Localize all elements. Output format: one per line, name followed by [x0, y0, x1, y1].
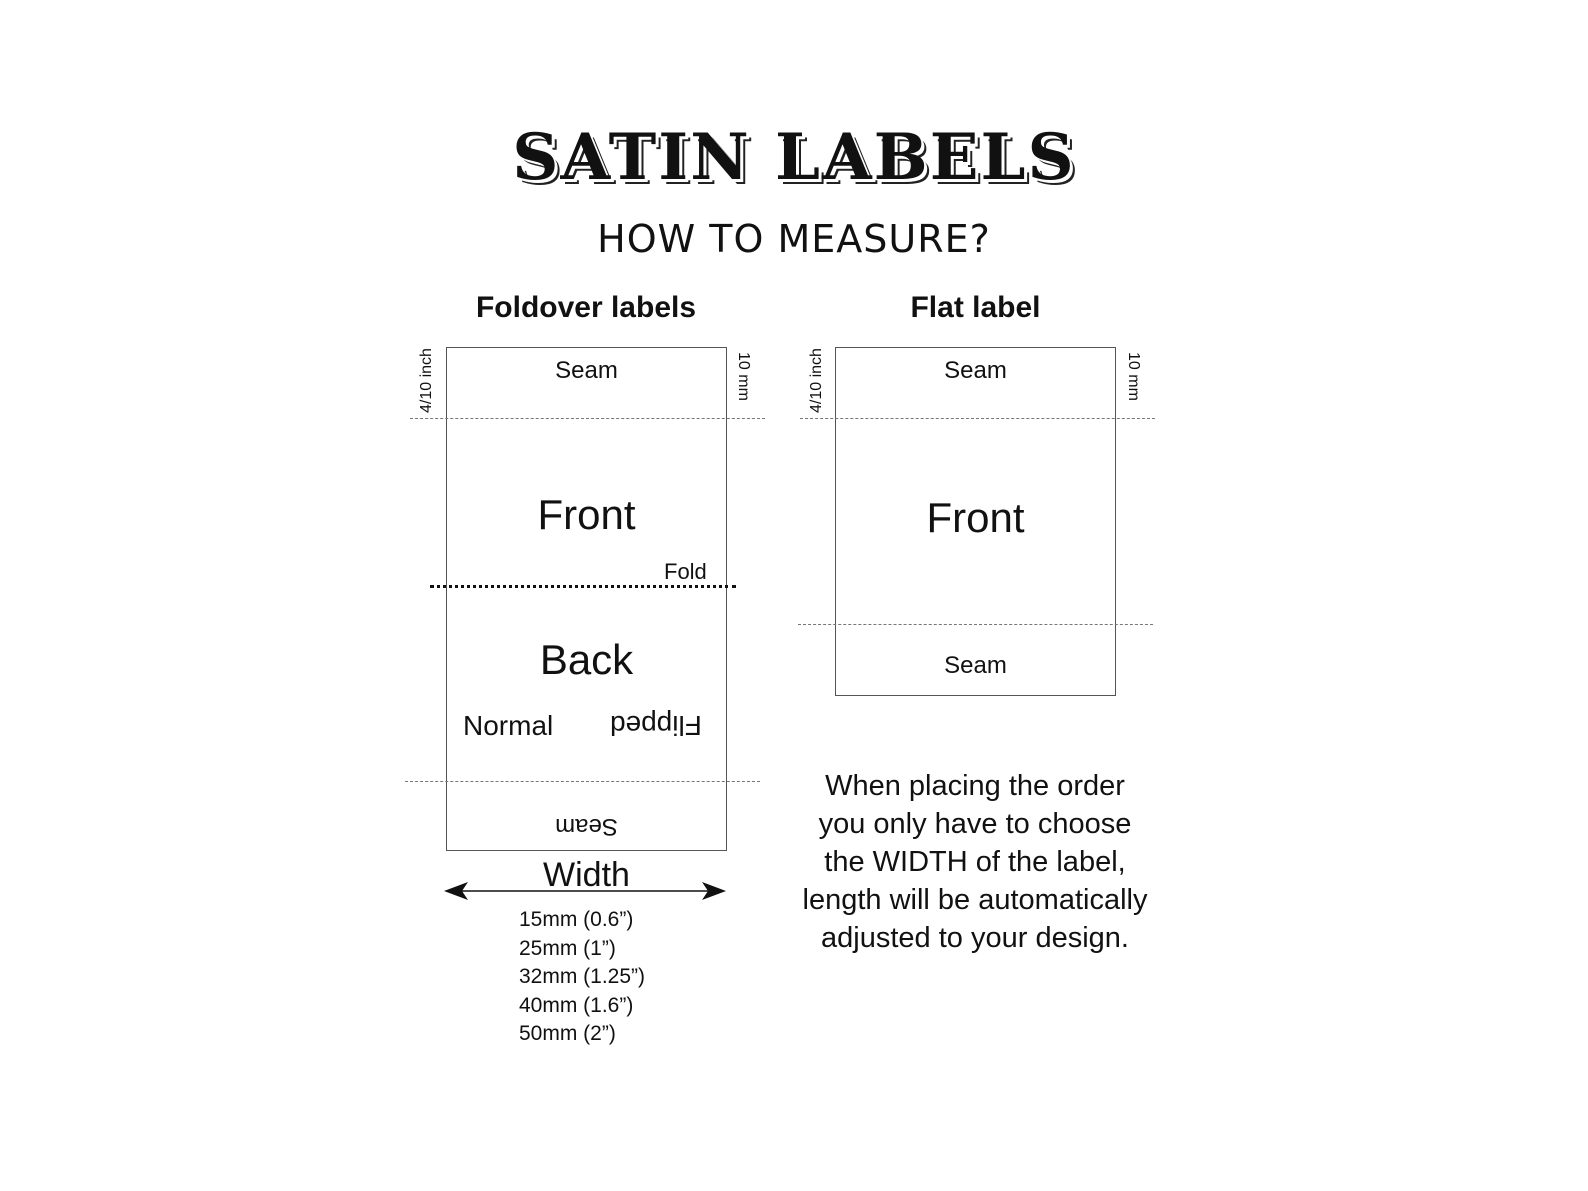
width-option: 15mm (0.6”) — [519, 908, 634, 931]
width-arrow-icon — [440, 878, 730, 904]
foldover-seam-top: Seam — [555, 357, 618, 384]
flat-left-dimension: 4/10 inch — [808, 348, 825, 413]
flat-right-dimension: 10 mm — [1125, 352, 1142, 401]
foldover-seam-bottom: Seam — [555, 813, 618, 840]
flat-top-seam-line — [800, 418, 1155, 419]
flat-front: Front — [926, 494, 1025, 541]
page-subtitle: HOW TO MEASURE? — [597, 217, 991, 261]
flat-title: Flat label — [910, 291, 1041, 324]
foldover-back: Back — [539, 636, 634, 683]
foldover-left-dimension: 4/10 inch — [418, 348, 435, 413]
flat-seam-bottom: Seam — [944, 652, 1007, 679]
note-line: adjusted to your design. — [821, 922, 1129, 954]
back-normal-label: Normal — [463, 710, 554, 741]
fold-label: Fold — [664, 559, 707, 584]
width-option: 25mm (1”) — [519, 936, 616, 960]
note-line: length will be automatically — [802, 884, 1148, 916]
page-title: SATIN LABELS — [512, 120, 1076, 195]
foldover-right-dimension: 10 mm — [735, 352, 752, 401]
fold-line — [430, 585, 736, 588]
flat-seam-top: Seam — [944, 357, 1007, 384]
note-line: the WIDTH of the label, — [824, 846, 1126, 878]
width-label: Width — [543, 856, 630, 894]
width-options-list — [519, 906, 645, 1049]
foldover-title: Foldover labels — [475, 291, 697, 324]
foldover-front: Front — [537, 491, 636, 538]
note-line: When placing the order — [825, 770, 1125, 802]
width-option: 32mm (1.25”) — [519, 965, 646, 988]
note-line: you only have to choose — [818, 808, 1132, 840]
order-note — [770, 767, 1180, 957]
foldover-top-seam-line — [410, 418, 765, 419]
back-flipped-label: Flipped — [610, 710, 702, 741]
foldover-bottom-seam-line — [405, 781, 760, 782]
width-option: 40mm (1.6”) — [519, 993, 634, 1017]
foldover-label-outline — [446, 347, 727, 851]
width-option: 50mm (2”) — [519, 1022, 616, 1045]
flat-bottom-seam-line — [798, 624, 1153, 625]
